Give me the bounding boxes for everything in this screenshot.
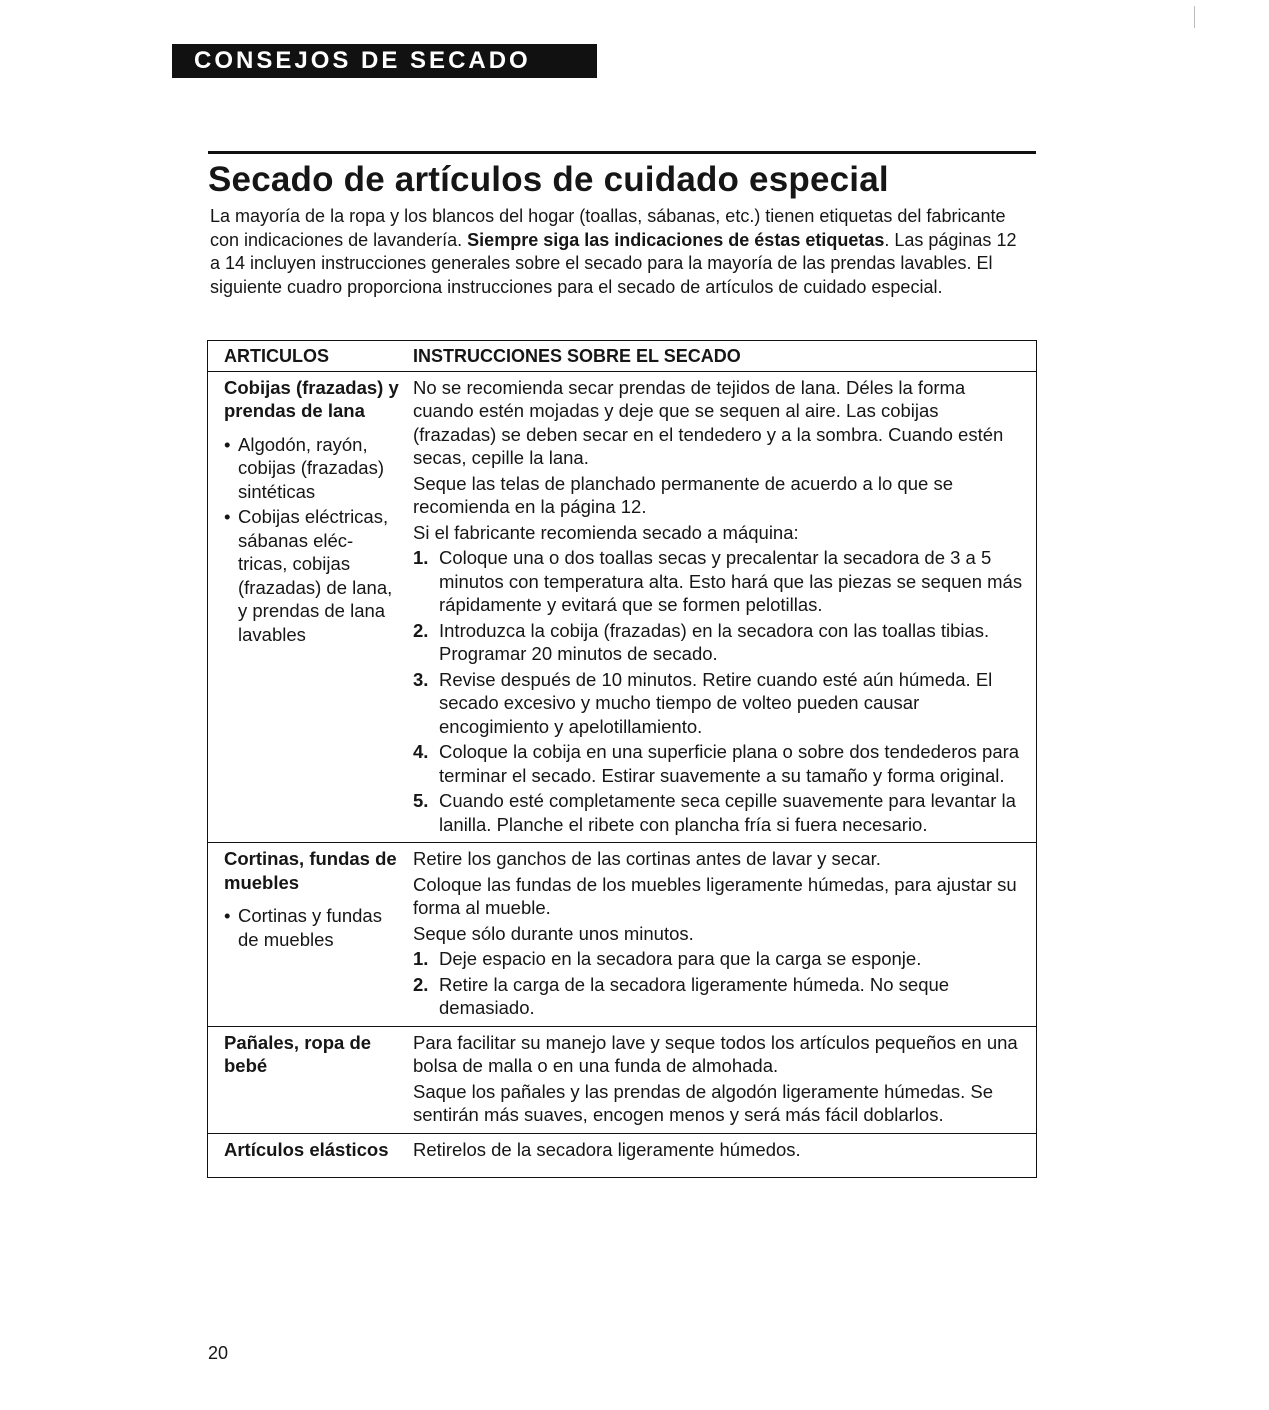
step-item — [413, 740, 1026, 787]
step-text: Coloque una o dos toallas secas y precalentar la secadora de 3 a 5 minutos con temperatura alta. Esto hará que las piezas se sequen más rápidamente y evitará que se formen pelotillas. — [439, 547, 1023, 615]
step-text: Cuando esté completamente seca cepille suavemente para levantar la lanilla. Planche el ribete con plancha fría si fuera necesario. — [439, 790, 1016, 835]
instruction-cell — [403, 1026, 1037, 1133]
header-instrucciones: INSTRUCCIONES SOBRE EL SECADO — [403, 341, 1037, 372]
step-text: Revise después de 10 minutos. Retire cuando esté aún húmeda. El secado excesivo y mucho tiempo de volteo pueden causar encogimiento y apelotillamiento. — [439, 668, 993, 737]
page-edge-mark — [1194, 6, 1195, 28]
steps-list — [413, 546, 1026, 836]
step-number: 1. — [413, 547, 429, 568]
step-text: Retire la carga de la secadora ligeramente húmeda. No seque demasiado. — [439, 973, 950, 1018]
instruction-text: No se recomienda secar prendas de tejidos de lana. Déles la forma cuando estén mojadas y deje que se sequen al aire. Las cobijas (frazadas) se deben secar en el tendedero y a la sombra. Cuando estén secas, cepille la lana. — [413, 376, 1004, 468]
step-number: 5. — [413, 790, 429, 811]
instruction-text: Retirelos de la secadora ligeramente húmedos. — [413, 1138, 801, 1160]
table-row — [208, 1026, 1037, 1133]
item-cell — [208, 1026, 404, 1133]
step-text: Deje espacio en la secadora para que la carga se esponje. — [439, 948, 922, 969]
table-header-row — [208, 341, 1037, 372]
intro-emphasis: Siempre siga las indicaciones de éstas etiquetas — [467, 229, 885, 250]
item-bullet: • Algodón, rayón, cobijas (frazadas) sintéticas — [224, 433, 402, 504]
instruction-cell — [403, 843, 1037, 1027]
step-item — [413, 546, 1026, 617]
instruction-cell — [403, 1133, 1037, 1178]
page-title: Secado de artículos de cuidado especial — [208, 160, 889, 199]
intro-text-2: . Las páginas 12 a 14 incluyen instrucciones generales sobre el secado para la mayoría de las prendas lavables. El siguiente cuadro proporciona instrucciones para el secado de artículos de cuidado especial. — [210, 229, 1017, 297]
item-title: Artículos elásticos — [224, 1138, 389, 1160]
instruction-text: Coloque las fundas de los muebles ligeramente húmedas, para ajustar su forma al mueble. — [413, 873, 1017, 918]
step-item — [413, 947, 1026, 971]
instruction-cell — [403, 371, 1037, 843]
item-title: Pañales, ropa de bebé — [224, 1031, 372, 1076]
step-item — [413, 619, 1026, 666]
table-row — [208, 371, 1037, 843]
section-banner: CONSEJOS DE SECADO — [172, 44, 597, 78]
step-number: 4. — [413, 741, 429, 762]
steps-list — [413, 947, 1026, 1020]
item-title: Cortinas, fundas de muebles — [224, 848, 397, 893]
step-number: 3. — [413, 668, 429, 690]
item-cell — [208, 843, 404, 1027]
table-row — [208, 843, 1037, 1027]
header-articulos: ARTICULOS — [208, 341, 404, 372]
table-row — [208, 1133, 1037, 1178]
instruction-text: Si el fabricante recomienda secado a máquina: — [413, 521, 799, 543]
step-item — [413, 668, 1026, 739]
item-cell — [208, 1133, 404, 1178]
title-rule — [208, 151, 1036, 154]
page-number: 20 — [208, 1343, 229, 1363]
instruction-text: Para facilitar su manejo lave y seque todos los artículos pequeños en una bolsa de malla o en una funda de almohada. — [413, 1031, 1018, 1076]
intro-text-1: La mayoría de la ropa y los blancos del hogar (toallas, sábanas, etc.) tienen etiquetas del fabricante con indicaciones de lavandería. — [210, 206, 1006, 250]
instruction-text: Saque los pañales y las prendas de algodón ligeramente húmedas. Se sentirán más suaves, encogen menos y será más fácil doblarlos. — [413, 1080, 994, 1125]
step-number: 2. — [413, 619, 429, 641]
item-title: Cobijas (frazadas) y prendas de lana — [224, 376, 399, 421]
step-text: Coloque la cobija en una superficie plana o sobre dos tendederos para terminar el secado. Estirar suavemente a su tamaño y forma original. — [439, 741, 1020, 786]
instruction-text: Retire los ganchos de las cortinas antes de lavar y secar. — [413, 848, 881, 869]
item-cell — [208, 371, 404, 843]
step-item — [413, 789, 1026, 836]
step-number: 2. — [413, 973, 429, 995]
step-text: Introduzca la cobija (frazadas) en la secadora con las toallas tibias. Programar 20 minutos de secado. — [439, 619, 990, 664]
item-bullet: • Cobijas eléctricas, sábanas eléc-tricas, cobijas (frazadas) de lana, y prendas de lana lavables — [224, 505, 402, 646]
item-bullet: • Cortinas y fundas de muebles — [224, 904, 402, 951]
care-table — [207, 340, 1037, 1178]
step-item — [413, 973, 1026, 1020]
instruction-text: Seque sólo durante unos minutos. — [413, 922, 694, 944]
instruction-text: Seque las telas de planchado permanente de acuerdo a lo que se recomienda en la página 12. — [413, 472, 953, 517]
intro-paragraph — [210, 205, 1030, 299]
step-number: 1. — [413, 948, 429, 969]
